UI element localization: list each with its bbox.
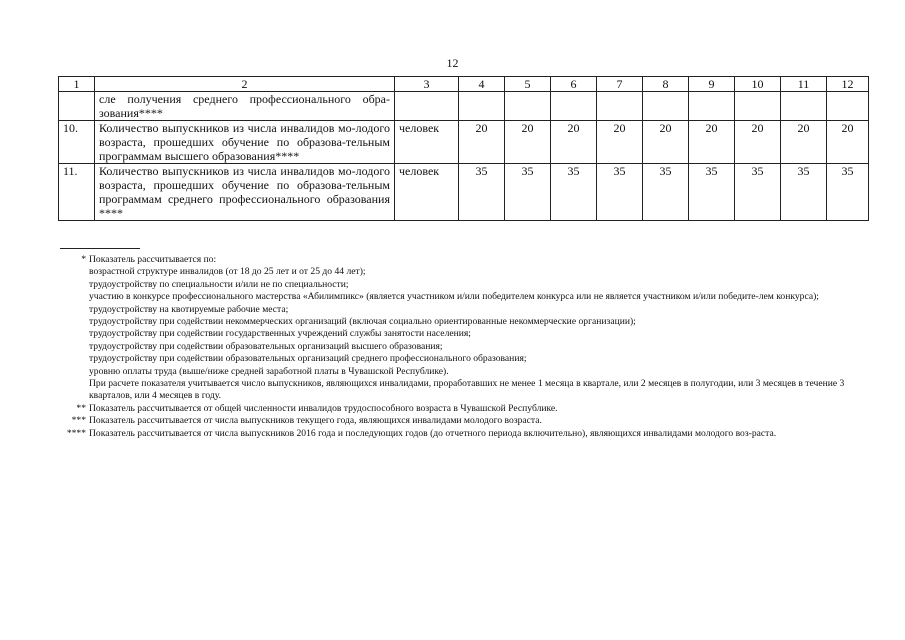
row-value: 35	[597, 164, 643, 221]
row-number: 11.	[59, 164, 95, 221]
column-number: 1	[59, 77, 95, 92]
column-number: 2	[95, 77, 395, 92]
row-value	[689, 92, 735, 121]
row-value: 20	[551, 121, 597, 164]
page-number: 12	[446, 56, 459, 70]
column-number: 11	[781, 77, 827, 92]
footnote-mark: ****	[66, 427, 86, 439]
row-description: Количество выпускников из числа инвалидов мо-лодого возраста, прошедших обучение по образова-тельным программам среднего профессионального образования ****	[95, 164, 395, 221]
table-row	[59, 121, 869, 164]
footnote-note: При расчете показателя учитывается число выпускников, являющихся инвалидами, проработавших не менее 1 месяца в квартале, или 2 месяцев в полугодии, или 3 месяцев в течение 3 кварталов, или 4 месяцев в году.	[89, 378, 845, 402]
column-number: 3	[395, 77, 459, 92]
row-value	[505, 92, 551, 121]
footnote-list-item: трудоустройству по специальности и/или не по специальности;	[89, 278, 349, 290]
table-row	[59, 164, 869, 221]
footnote-list-item: участию в конкурсе профессионального мастерства «Абилимпикс» (является участником и/или победителем конкурса или не является участником и/или победите-лем конкурса);	[89, 291, 819, 303]
footnote-list-item: трудоустройству на квотируемые рабочие места;	[89, 303, 289, 315]
column-number: 10	[735, 77, 781, 92]
footnote-four-star	[60, 428, 850, 440]
row-value: 20	[505, 121, 551, 164]
footnote-text: Показатель рассчитывается от общей численности инвалидов трудоспособного возраста в Чувашской Республике.	[89, 402, 558, 414]
row-value: 35	[505, 164, 551, 221]
row-number	[59, 92, 95, 121]
row-value	[781, 92, 827, 121]
row-value: 20	[643, 121, 689, 164]
column-number: 7	[597, 77, 643, 92]
column-number: 12	[827, 77, 869, 92]
row-value: 20	[597, 121, 643, 164]
row-value	[827, 92, 869, 121]
row-value: 35	[827, 164, 869, 221]
table-header-row	[59, 77, 869, 92]
row-value: 35	[781, 164, 827, 221]
row-value: 35	[459, 164, 505, 221]
footnote-text: Показатель рассчитывается от числа выпускников 2016 года и последующих годов (до отчетного периода включительно), являющихся инвалидами молодого воз-раста.	[89, 427, 777, 439]
row-value: 35	[551, 164, 597, 221]
row-unit	[395, 92, 459, 121]
row-value: 20	[459, 121, 505, 164]
footnote-one-star	[60, 254, 850, 266]
row-value	[643, 92, 689, 121]
row-value: 20	[781, 121, 827, 164]
footnote-two-star	[60, 403, 850, 415]
footnote-list-item: трудоустройству при содействии некоммерческих организаций (включая социально ориентированные некоммерческие организации);	[89, 316, 636, 328]
row-value: 35	[643, 164, 689, 221]
table-row	[59, 92, 869, 121]
footnotes	[60, 248, 850, 440]
column-number: 5	[505, 77, 551, 92]
column-number: 6	[551, 77, 597, 92]
row-unit: человек	[395, 121, 459, 164]
footnote-list-item: трудоустройству при содействии образовательных организаций высшего образования;	[89, 340, 443, 352]
footnote-three-star	[60, 415, 850, 427]
row-value: 35	[689, 164, 735, 221]
row-value	[597, 92, 643, 121]
column-number: 9	[689, 77, 735, 92]
row-value: 35	[735, 164, 781, 221]
row-value	[551, 92, 597, 121]
footnote-mark: *	[81, 254, 86, 265]
row-value: 20	[827, 121, 869, 164]
footnote-list-item: трудоустройству при содействии образовательных организаций среднего профессионального образования;	[89, 353, 527, 365]
column-number: 8	[643, 77, 689, 92]
footnote-mark: ***	[71, 415, 86, 427]
row-value: 20	[735, 121, 781, 164]
row-description: Количество выпускников из числа инвалидов мо-лодого возраста, прошедших обучение по образова-тельным программам высшего образования****	[95, 121, 395, 164]
footnote-separator	[60, 248, 140, 249]
column-number: 4	[459, 77, 505, 92]
row-number: 10.	[59, 121, 95, 164]
row-unit: человек	[395, 164, 459, 221]
row-description: сле получения среднего профессионального обра-зования****	[95, 92, 395, 121]
footnote-list-item: трудоустройству при содействии государственных учреждений службы занятости населения;	[89, 328, 471, 340]
indicators-table	[58, 76, 869, 221]
footnote-text: Показатель рассчитывается от числа выпускников текущего года, являющихся инвалидами молодого возраста.	[89, 415, 542, 427]
footnote-list-item: возрастной структуре инвалидов (от 18 до 25 лет и от 25 до 44 лет);	[89, 266, 366, 278]
footnote-list-item: уровню оплаты труда (выше/ниже средней заработной платы в Чувашской Республике).	[89, 365, 449, 377]
footnote-mark: **	[76, 402, 86, 414]
row-value: 20	[689, 121, 735, 164]
row-value	[735, 92, 781, 121]
row-value	[459, 92, 505, 121]
footnote-text: Показатель рассчитывается по:	[89, 254, 217, 265]
